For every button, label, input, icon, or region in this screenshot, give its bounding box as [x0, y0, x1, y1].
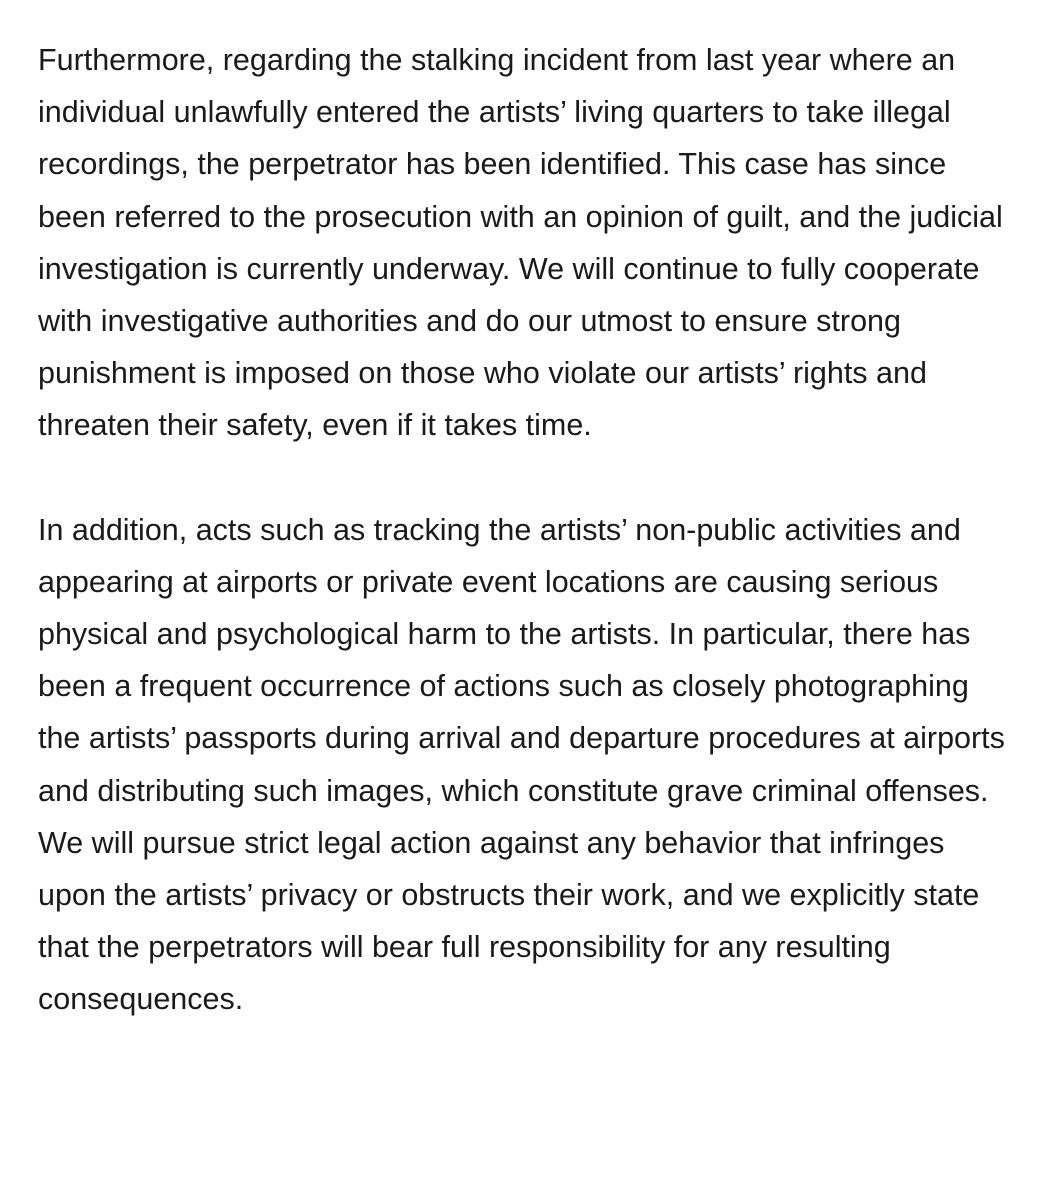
paragraph-stalking-incident: Furthermore, regarding the stalking incident from last year where an individual unlawfully entered the artists’ living quarters to take illegal recordings, the perpetrator has been identified. This case has since been referred to the prosecution with an opinion of guilt, and the judicial investigation is currently underway. We will continue to fully cooperate with investigative authorities and do our utmost to ensure strong punishment is imposed on those who violate our artists’ rights and threaten their safety, even if it takes time.: [38, 43, 1003, 443]
paragraph-privacy-violations: In addition, acts such as tracking the artists’ non-public activities and appearing at airports or private event locations are causing serious physical and psychological harm to the artists. In particular, there has been a frequent occurrence of actions such as closely photographing the artists’ passports during arrival and departure procedures at airports and distributing such images, which constitute grave criminal offenses. We will pursue strict legal action against any behavior that infringes upon the artists’ privacy or obstructs their work, and we explicitly state that the perpetrators will bear full responsibility for any resulting consequences.: [38, 512, 1005, 1017]
